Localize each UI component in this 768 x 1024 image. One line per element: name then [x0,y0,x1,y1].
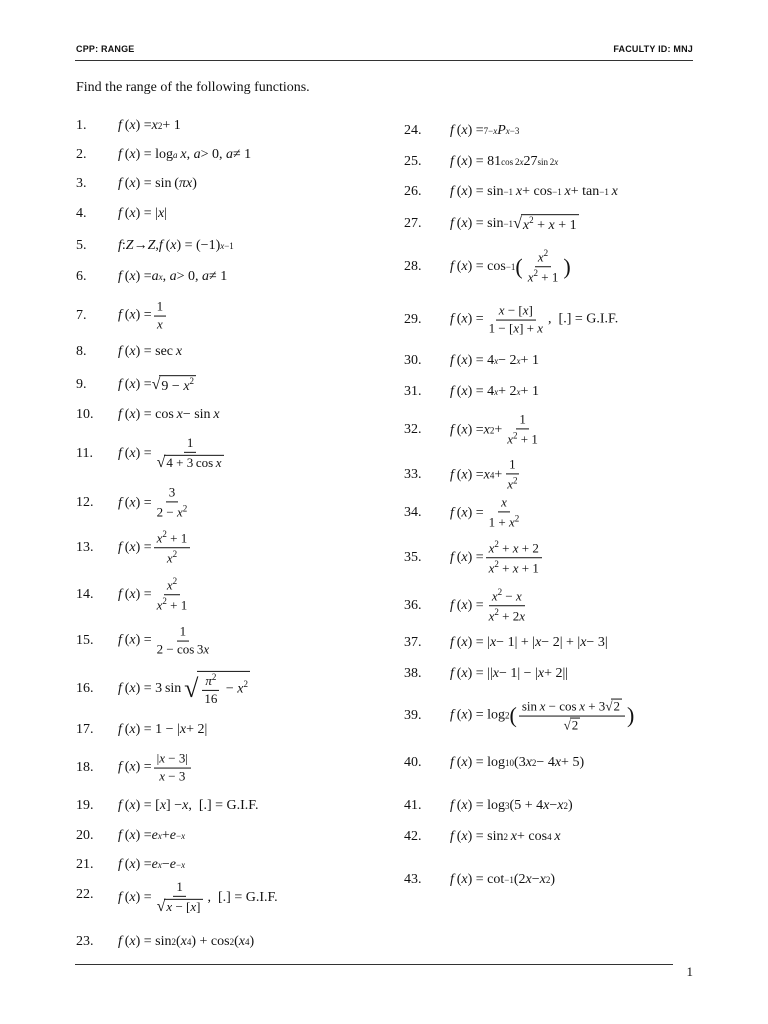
problem-43 [404,868,704,892]
formula: f ( x ) = sin ( πx ) [118,176,197,191]
problem-8 [76,342,376,362]
formula: f ( x ) = 4 x − 2 x + 1 [450,353,539,368]
problem-number: 35. [404,550,422,565]
formula: f ( x ) = | x − 1| + | x − 2| + | x − 3| [450,635,608,650]
formula: f ( x ) = 81 cos 2x 27 sin 2x [450,154,559,169]
problem-11 [76,432,376,476]
problem-37 [404,632,704,654]
instructions: Find the range of the following functions. [76,80,310,95]
problem-32 [404,408,704,452]
formula: f ( x ) = sin −1 √ $x^2 + x + 1$ [450,215,577,233]
problem-29 [404,298,704,342]
problem-number: 21. [76,857,94,872]
formula: f ( x ) = a x , a > 0, a ≠ 1 [118,269,228,284]
problem-3 [76,174,376,194]
formula: f ( x ) = sin 2 x + cos 4 x [450,829,561,844]
problem-number: 22. [76,887,94,902]
problem-17 [76,720,376,740]
problem-number: 38. [404,666,422,681]
problem-39 [404,692,704,740]
formula: f ( x ) = $\frac{x - [x]}{1 - [x] + x}$ , [.] = G.I.F. [450,302,619,336]
problem-number: 18. [76,760,94,775]
formula: f ( x ) = $\frac{x^2 + 1}{x^2}$ [118,529,192,567]
problem-10 [76,405,376,425]
formula: f ( x ) = e x − e −x [118,857,186,872]
problem-15 [76,620,376,662]
problem-26 [404,181,704,203]
problem-number: 11. [76,446,93,461]
problem-18 [76,747,376,789]
formula: f ( x ) = $\frac{1}{√x - [x]}$ , [.] = G.I.F. [118,878,278,915]
problem-number: 31. [404,384,422,399]
problem-number: 41. [404,798,422,813]
problem-number: 29. [404,312,422,327]
header-right: FACULTY ID: MNJ [613,44,693,54]
problem-number: 32. [404,422,422,437]
problem-7 [76,296,376,336]
problem-number: 8. [76,344,87,359]
problem-number: 15. [76,633,94,648]
formula: f ( x ) = cos x − sin x [118,407,220,422]
formula: f ( x ) = 7−x P x−3 [450,123,520,138]
problem-number: 36. [404,598,422,613]
problem-number: 14. [76,587,94,602]
header-left: CPP: RANGE [76,44,135,54]
formula: f ( x ) = cot −1 (2 x − x 2 ) [450,872,556,887]
problem-number: 2. [76,147,87,162]
problem-number: 9. [76,377,87,392]
problem-number: 27. [404,216,422,231]
problem-21 [76,855,376,875]
formula: f ( x ) = √ $9 - x^2$ [118,376,195,394]
problem-4 [76,204,376,224]
formula: f ( x ) = | x | [118,206,167,221]
problem-number: 12. [76,495,94,510]
problem-number: 6. [76,269,87,284]
problem-number: 40. [404,755,422,770]
formula: f ( x ) = $\frac{x^2 - x}{x^2 + 2x}$ [450,587,526,624]
problem-13 [76,527,376,569]
problem-1 [76,116,376,136]
problem-42 [404,826,704,848]
formula: f ( x ) = $\frac{3}{2 - x^2}$ [118,484,188,520]
formula: f ( x ) = 3 sin √ $\frac{\pi^2}{16}$ − $x^2$ [118,671,248,707]
problem-38 [404,663,704,685]
header-rule [75,60,693,61]
problem-2 [76,145,376,165]
problem-number: 39. [404,708,422,723]
formula: f ( x ) = [ x ] − x , [.] = G.I.F. [118,798,259,813]
formula: f ( x ) = $\frac{x^2 + x + 2}{x^2 + x + 1}$ [450,539,544,577]
problem-number: 25. [404,154,422,169]
problem-number: 24. [404,123,422,138]
formula: f ( x ) = cos −1 ( $\frac{x^2}{x^2 + 1}$ ) [450,248,571,285]
page-number: 1 [686,964,693,979]
formula: f ( x ) = sin −1 x + cos −1 x + tan −1 x [450,184,618,199]
problem-20 [76,826,376,846]
problem-number: 4. [76,206,87,221]
problem-number: 37. [404,635,422,650]
problem-number: 3. [76,176,87,191]
problem-number: 43. [404,872,422,887]
footer-rule [75,964,673,965]
formula: f ( x ) = 1 − | x + 2| [118,722,208,737]
formula: f ( x ) = $\frac{1}{x}$ [118,300,168,333]
problem-27 [404,212,704,236]
problem-16 [76,666,376,712]
problem-number: 34. [404,505,422,520]
formula: f ( x ) = || x − 1| − | x + 2|| [450,666,569,681]
formula: f ( x ) = sec x [118,344,183,359]
formula: f ( x ) = 4 x + 2 x + 1 [450,384,539,399]
problem-19 [76,796,376,816]
problem-number: 19. [76,798,94,813]
problem-24 [404,120,704,142]
problem-12 [76,482,376,524]
problem-23 [76,930,376,954]
formula: f ( x ) = x 4 + $\frac{1}{x^2}$ [450,456,518,492]
problem-6 [76,267,376,287]
formula: f : Z → Z , f ( x ) = (−1) x−1 [118,238,234,253]
problem-35 [404,536,704,580]
problem-14 [76,574,376,616]
problem-number: 13. [76,540,94,555]
formula: f ( x ) = x 2 + $\frac{1}{x^2 + 1}$ [450,411,538,447]
formula: f ( x ) = $\frac{1}{2 - \cos 3x}$ [118,623,210,657]
problem-number: 42. [404,829,422,844]
problem-25 [404,151,704,173]
formula: f ( x ) = e x + e −x [118,828,186,843]
formula: f ( x ) = log 3 (5 + 4 x − x 2 ) [450,798,573,813]
problem-30 [404,350,704,372]
formula: f ( x ) = $\frac{x^2}{x^2 + 1}$ [118,576,188,613]
problem-number: 1. [76,118,87,133]
problem-number: 23. [76,934,94,949]
formula: f ( x ) = log a x , a > 0, a ≠ 1 [118,147,252,162]
problem-9 [76,374,376,396]
problem-number: 17. [76,722,94,737]
problem-number: 10. [76,407,94,422]
problem-40 [404,751,704,775]
problem-36 [404,584,704,628]
formula: f ( x ) = log 10 (3 x 2 − 4 x + 5) [450,755,585,770]
formula: f ( x ) = $\frac{1}{\text{√4 + 3 cos x}}$ [118,434,222,471]
problem-number: 33. [404,467,422,482]
problem-number: 20. [76,828,94,843]
problem-number: 28. [404,259,422,274]
problem-34 [404,491,704,535]
problem-5 [76,235,376,257]
problem-41 [404,794,704,818]
formula: f ( x ) = sin 2 ( x 4 ) + cos 2 ( x 4 ) [118,934,255,949]
problem-number: 7. [76,308,87,323]
formula: f ( x ) = $\frac{|x - 3|}{x - 3}$ [118,752,193,785]
problem-22 [76,876,376,920]
formula: f ( x ) = $\frac{x}{1 + x^2}$ [450,494,520,530]
formula: f ( x ) = x 2 + 1 [118,118,181,133]
problem-number: 26. [404,184,422,199]
problem-number: 5. [76,238,87,253]
problem-28 [404,244,704,290]
formula: f ( x ) = log 2 ( $\frac{\text{sin x − cos x + 3√2}}{√2}$ ) [450,698,635,733]
problem-31 [404,381,704,403]
problem-number: 16. [76,681,94,696]
problem-number: 30. [404,353,422,368]
